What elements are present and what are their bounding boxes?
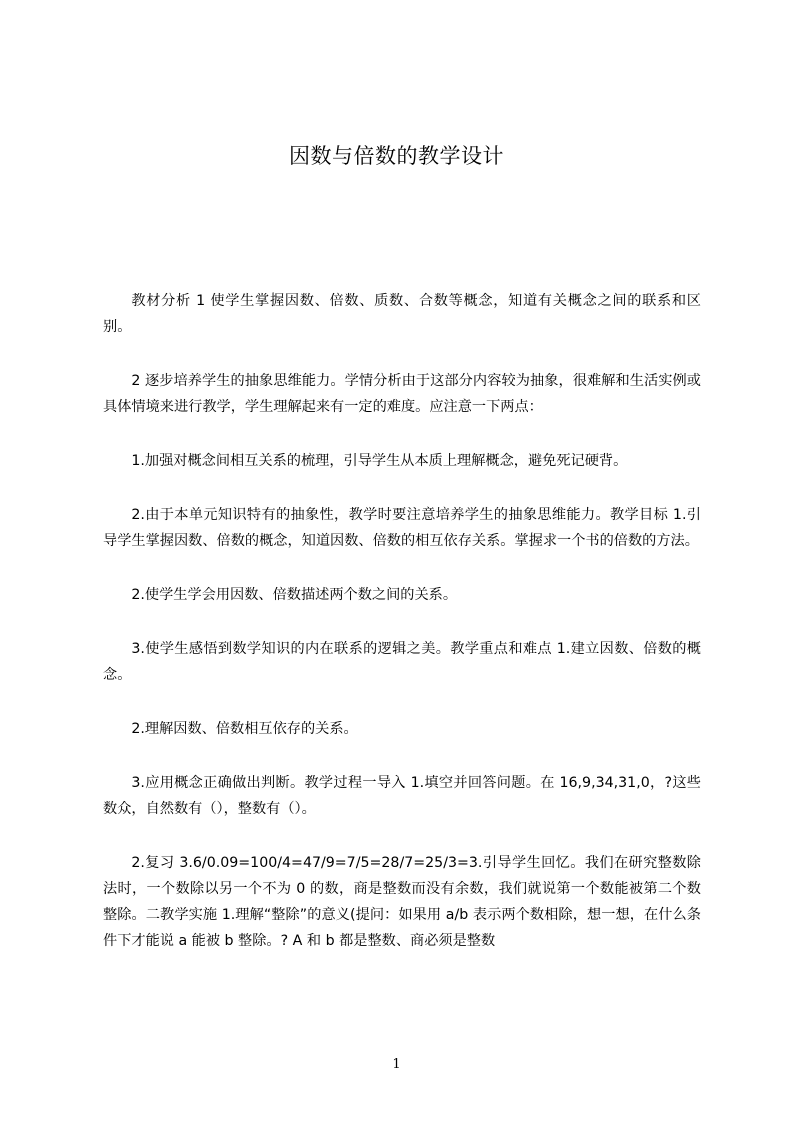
paragraph: 1.加强对概念间相互关系的梳理，引导学生从本质上理解概念，避免死记硬背。 — [131, 453, 628, 469]
paragraph: 3.应用概念正确做出判断。教学过程一导入 1.填空并回答问题。在 16,9,34,31,0，?这些数众，自然数有（），整数有（）。 — [103, 775, 701, 817]
paragraph: 2.复习 3.6/0.09=100/4=47/9=7/5=28/7=25/3=3.引导学生回忆。我们在研究整数除法时，一个数除以另一个不为 0 的数，商是整数而没有余数，我们就说第一个数能被第二个数整除。二教学实施 1.理解“整除”的意义(提问：如果用 a/b 表示两个数相除，想一想，在什么条件下才能说 a 能被 b 整除。? A 和 b 都是整数、商必须是整数 — [103, 855, 701, 949]
paragraph: 教材分析 1 使学生掌握因数、倍数、质数、合数等概念，知道有关概念之间的联系和区别。 — [103, 293, 701, 335]
document-title: 因数与倍数的教学设计 — [289, 144, 504, 168]
document-body — [103, 288, 701, 982]
page-number: 1 — [392, 1057, 401, 1072]
paragraph: 2.理解因数、倍数相互依存的关系。 — [131, 721, 358, 737]
paragraph: 3.使学生感悟到数学知识的内在联系的逻辑之美。教学重点和难点 1.建立因数、倍数的概念。 — [103, 641, 701, 683]
paragraph: 2.由于本单元知识特有的抽象性，教学时要注意培养学生的抽象思维能力。教学目标 1.引导学生掌握因数、倍数的概念，知道因数、倍数的相互依存关系。掌握求一个书的倍数的方法。 — [103, 507, 701, 549]
paragraph: 2 逐步培养学生的抽象思维能力。学情分析由于这部分内容较为抽象，很难解和生活实例或具体情境来进行教学，学生理解起来有一定的难度。应注意一下两点： — [103, 373, 701, 415]
paragraph: 2.使学生学会用因数、倍数描述两个数之间的关系。 — [131, 587, 458, 603]
